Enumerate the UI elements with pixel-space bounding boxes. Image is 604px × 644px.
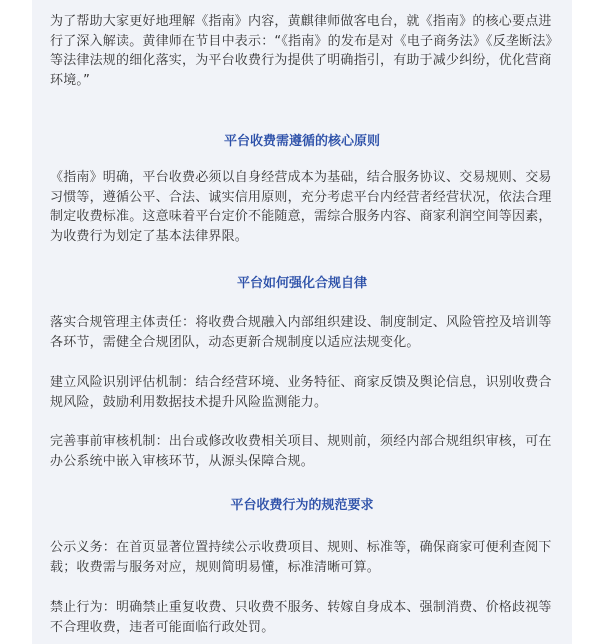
heading-highlight	[226, 495, 377, 517]
intro-paragraph: 为了帮助大家更好地理解《指南》内容，黄麒律师做客电台，就《指南》的核心要点进行了深入解读。黄律师在节目中表示：“《指南》的发布是对《电子商务法》《反垄断法》等法律法规的细化落实，为平台收费行为提供了明确指引，有助于减少纠纷，优化营商环境。”	[50, 14, 559, 88]
heading-text: 平台如何强化合规自律	[236, 276, 367, 291]
section-heading-compliance	[0, 272, 604, 298]
heading-text: 平台收费需遵循的核心原则	[223, 134, 380, 149]
section-heading-core-principles	[0, 130, 604, 156]
paragraph-core-principles: 《指南》明确，平台收费必须以自身经营成本为基础，结合服务协议、交易规则、交易习惯等，遵循公平、合法、诚实信用原则，充分考虑平台内经营者经营状况，依法合理制定收费标准。这意味着平台定价不能随意，需综合服务内容、商家利润空间等因素，为收费行为划定了基本法律界限。	[50, 170, 552, 244]
heading-highlight	[233, 273, 371, 295]
paragraph-pre-review: 完善事前审核机制：出台或修改收费相关项目、规则前，须经内部合规组织审核，可在办公系统中嵌入审核环节，从源头保障合规。	[50, 434, 552, 469]
heading-highlight	[220, 131, 384, 153]
paragraph-prohibited: 禁止行为：明确禁止重复收费、只收费不服务、转嫁自身成本、强制消费、价格歧视等不合理收费，违者可能面临行政处罚。	[50, 600, 552, 635]
paragraph-compliance-responsibility: 落实合规管理主体责任：将收费合规融入内部组织建设、制度制定、风险管控及培训等各环节，需健全合规团队，动态更新合规制度以适应法规变化。	[50, 315, 552, 350]
paragraph-disclosure: 公示义务：在首页显著位置持续公示收费项目、规则、标准等，确保商家可便利查阅下载；收费需与服务对应，规则简明易懂，标准清晰可算。	[50, 540, 552, 575]
paragraph-risk-assessment: 建立风险识别评估机制：结合经营环境、业务特征、商家反馈及舆论信息，识别收费合规风险，鼓励利用数据技术提升风险监测能力。	[50, 375, 552, 410]
section-heading-norms	[0, 494, 604, 520]
heading-text: 平台收费行为的规范要求	[230, 498, 374, 513]
